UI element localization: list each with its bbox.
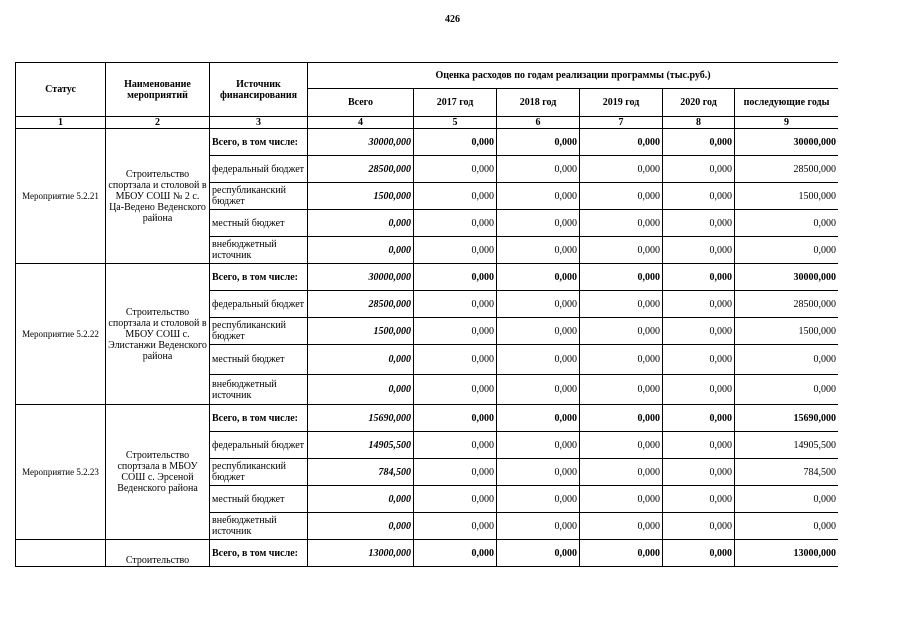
source-cell: Всего, в том числе: bbox=[210, 264, 308, 291]
col-number: 6 bbox=[497, 117, 580, 129]
value-cell-later: 28500,000 bbox=[735, 156, 839, 183]
source-cell: федеральный бюджет bbox=[210, 432, 308, 459]
value-cell-y2018: 0,000 bbox=[497, 540, 580, 567]
value-cell-y2017: 0,000 bbox=[414, 459, 497, 486]
value-cell-later: 14905,500 bbox=[735, 432, 839, 459]
value-cell-y2017: 0,000 bbox=[414, 513, 497, 540]
value-cell-total: 784,500 bbox=[308, 459, 414, 486]
value-cell-total: 28500,000 bbox=[308, 291, 414, 318]
value-cell-y2019: 0,000 bbox=[580, 405, 663, 432]
source-cell: внебюджетный источник bbox=[210, 237, 308, 264]
source-cell: местный бюджет bbox=[210, 345, 308, 375]
value-cell-y2020: 0,000 bbox=[663, 210, 735, 237]
value-cell-y2020: 0,000 bbox=[663, 183, 735, 210]
value-cell-y2020: 0,000 bbox=[663, 129, 735, 156]
value-cell-y2018: 0,000 bbox=[497, 264, 580, 291]
expense-table bbox=[15, 62, 838, 567]
value-cell-total: 15690,000 bbox=[308, 405, 414, 432]
value-cell-y2019: 0,000 bbox=[580, 291, 663, 318]
source-cell: внебюджетный источник bbox=[210, 375, 308, 405]
header-2018: 2018 год bbox=[497, 89, 580, 117]
value-cell-total: 30000,000 bbox=[308, 264, 414, 291]
value-cell-later: 13000,000 bbox=[735, 540, 839, 567]
value-cell-later: 30000,000 bbox=[735, 264, 839, 291]
value-cell-y2018: 0,000 bbox=[497, 291, 580, 318]
value-cell-y2020: 0,000 bbox=[663, 375, 735, 405]
source-cell: республиканский бюджет bbox=[210, 459, 308, 486]
value-cell-y2017: 0,000 bbox=[414, 540, 497, 567]
col-number: 4 bbox=[308, 117, 414, 129]
source-cell: внебюджетный источник bbox=[210, 513, 308, 540]
header-later: последующие годы bbox=[735, 89, 839, 117]
value-cell-y2017: 0,000 bbox=[414, 486, 497, 513]
value-cell-later: 0,000 bbox=[735, 345, 839, 375]
value-cell-total: 13000,000 bbox=[308, 540, 414, 567]
value-cell-y2018: 0,000 bbox=[497, 345, 580, 375]
source-cell: местный бюджет bbox=[210, 210, 308, 237]
value-cell-y2018: 0,000 bbox=[497, 318, 580, 345]
value-cell-y2019: 0,000 bbox=[580, 540, 663, 567]
source-cell: республиканский бюджет bbox=[210, 183, 308, 210]
value-cell-y2017: 0,000 bbox=[414, 405, 497, 432]
value-cell-y2018: 0,000 bbox=[497, 375, 580, 405]
value-cell-y2017: 0,000 bbox=[414, 264, 497, 291]
value-cell-y2019: 0,000 bbox=[580, 183, 663, 210]
value-cell-y2020: 0,000 bbox=[663, 459, 735, 486]
value-cell-y2019: 0,000 bbox=[580, 513, 663, 540]
value-cell-y2020: 0,000 bbox=[663, 345, 735, 375]
value-cell-total: 0,000 bbox=[308, 210, 414, 237]
value-cell-y2019: 0,000 bbox=[580, 318, 663, 345]
value-cell-later: 0,000 bbox=[735, 237, 839, 264]
status-cell bbox=[16, 540, 106, 567]
value-cell-later: 1500,000 bbox=[735, 183, 839, 210]
value-cell-y2017: 0,000 bbox=[414, 156, 497, 183]
value-cell-total: 1500,000 bbox=[308, 318, 414, 345]
source-cell: Всего, в том числе: bbox=[210, 129, 308, 156]
value-cell-y2019: 0,000 bbox=[580, 345, 663, 375]
col-number: 1 bbox=[16, 117, 106, 129]
value-cell-y2020: 0,000 bbox=[663, 540, 735, 567]
value-cell-y2020: 0,000 bbox=[663, 264, 735, 291]
col-number: 3 bbox=[210, 117, 308, 129]
value-cell-y2020: 0,000 bbox=[663, 486, 735, 513]
value-cell-total: 0,000 bbox=[308, 375, 414, 405]
event-name-cell: Строительство спортзала в МБОУ СОШ с. Эрсеной Веденского района bbox=[106, 405, 210, 540]
value-cell-y2020: 0,000 bbox=[663, 405, 735, 432]
status-cell: Мероприятие 5.2.22 bbox=[16, 264, 106, 405]
status-cell: Мероприятие 5.2.21 bbox=[16, 129, 106, 264]
value-cell-y2017: 0,000 bbox=[414, 318, 497, 345]
page-number: 426 bbox=[445, 14, 460, 25]
source-cell: федеральный бюджет bbox=[210, 291, 308, 318]
value-cell-y2017: 0,000 bbox=[414, 291, 497, 318]
value-cell-y2019: 0,000 bbox=[580, 375, 663, 405]
value-cell-y2020: 0,000 bbox=[663, 432, 735, 459]
value-cell-y2017: 0,000 bbox=[414, 210, 497, 237]
value-cell-y2019: 0,000 bbox=[580, 156, 663, 183]
col-number: 2 bbox=[106, 117, 210, 129]
event-name-cell: Строительство спортзала и столовой в МБОУ СОШ с. Элистанжи Веденского района bbox=[106, 264, 210, 405]
value-cell-later: 0,000 bbox=[735, 375, 839, 405]
value-cell-y2017: 0,000 bbox=[414, 183, 497, 210]
value-cell-y2019: 0,000 bbox=[580, 129, 663, 156]
value-cell-y2018: 0,000 bbox=[497, 183, 580, 210]
table-row bbox=[16, 264, 839, 291]
value-cell-total: 14905,500 bbox=[308, 432, 414, 459]
value-cell-total: 0,000 bbox=[308, 237, 414, 264]
col-number: 9 bbox=[735, 117, 839, 129]
value-cell-later: 0,000 bbox=[735, 486, 839, 513]
value-cell-y2017: 0,000 bbox=[414, 129, 497, 156]
value-cell-y2018: 0,000 bbox=[497, 432, 580, 459]
value-cell-y2018: 0,000 bbox=[497, 486, 580, 513]
event-name-cell: Строительство спортзала и столовой в МБОУ СОШ № 2 с. Ца-Ведено Веденского района bbox=[106, 129, 210, 264]
value-cell-later: 784,500 bbox=[735, 459, 839, 486]
header-2019: 2019 год bbox=[580, 89, 663, 117]
value-cell-y2020: 0,000 bbox=[663, 237, 735, 264]
value-cell-y2018: 0,000 bbox=[497, 513, 580, 540]
source-cell: федеральный бюджет bbox=[210, 156, 308, 183]
value-cell-y2018: 0,000 bbox=[497, 210, 580, 237]
value-cell-y2020: 0,000 bbox=[663, 156, 735, 183]
value-cell-y2018: 0,000 bbox=[497, 129, 580, 156]
value-cell-y2019: 0,000 bbox=[580, 210, 663, 237]
value-cell-total: 0,000 bbox=[308, 345, 414, 375]
table-container bbox=[15, 62, 838, 594]
col-number: 7 bbox=[580, 117, 663, 129]
value-cell-total: 30000,000 bbox=[308, 129, 414, 156]
value-cell-later: 1500,000 bbox=[735, 318, 839, 345]
value-cell-y2019: 0,000 bbox=[580, 264, 663, 291]
source-cell: Всего, в том числе: bbox=[210, 405, 308, 432]
value-cell-y2020: 0,000 bbox=[663, 291, 735, 318]
value-cell-total: 0,000 bbox=[308, 486, 414, 513]
event-name-cell: Строительство bbox=[106, 540, 210, 567]
value-cell-later: 15690,000 bbox=[735, 405, 839, 432]
header-total: Всего bbox=[308, 89, 414, 117]
header-status: Статус bbox=[16, 63, 106, 117]
header-2017: 2017 год bbox=[414, 89, 497, 117]
status-cell: Мероприятие 5.2.23 bbox=[16, 405, 106, 540]
value-cell-later: 0,000 bbox=[735, 210, 839, 237]
value-cell-later: 30000,000 bbox=[735, 129, 839, 156]
table-row bbox=[16, 540, 839, 567]
value-cell-later: 0,000 bbox=[735, 513, 839, 540]
header-2020: 2020 год bbox=[663, 89, 735, 117]
value-cell-y2018: 0,000 bbox=[497, 237, 580, 264]
value-cell-total: 28500,000 bbox=[308, 156, 414, 183]
column-number-row bbox=[16, 117, 839, 129]
value-cell-y2020: 0,000 bbox=[663, 513, 735, 540]
source-cell: Всего, в том числе: bbox=[210, 540, 308, 567]
value-cell-y2019: 0,000 bbox=[580, 432, 663, 459]
header-source: Источник финансирования bbox=[210, 63, 308, 117]
value-cell-y2018: 0,000 bbox=[497, 156, 580, 183]
value-cell-later: 28500,000 bbox=[735, 291, 839, 318]
col-number: 5 bbox=[414, 117, 497, 129]
value-cell-y2018: 0,000 bbox=[497, 405, 580, 432]
value-cell-y2017: 0,000 bbox=[414, 432, 497, 459]
value-cell-y2020: 0,000 bbox=[663, 318, 735, 345]
source-cell: местный бюджет bbox=[210, 486, 308, 513]
source-cell: республиканский бюджет bbox=[210, 318, 308, 345]
header-estimate: Оценка расходов по годам реализации программы (тыс.руб.) bbox=[308, 63, 839, 89]
col-number: 8 bbox=[663, 117, 735, 129]
value-cell-y2019: 0,000 bbox=[580, 459, 663, 486]
value-cell-y2019: 0,000 bbox=[580, 486, 663, 513]
value-cell-total: 1500,000 bbox=[308, 183, 414, 210]
value-cell-total: 0,000 bbox=[308, 513, 414, 540]
value-cell-y2019: 0,000 bbox=[580, 237, 663, 264]
table-row bbox=[16, 129, 839, 156]
table-row bbox=[16, 405, 839, 432]
value-cell-y2017: 0,000 bbox=[414, 237, 497, 264]
header-name: Наименование мероприятий bbox=[106, 63, 210, 117]
value-cell-y2017: 0,000 bbox=[414, 375, 497, 405]
value-cell-y2018: 0,000 bbox=[497, 459, 580, 486]
value-cell-y2017: 0,000 bbox=[414, 345, 497, 375]
